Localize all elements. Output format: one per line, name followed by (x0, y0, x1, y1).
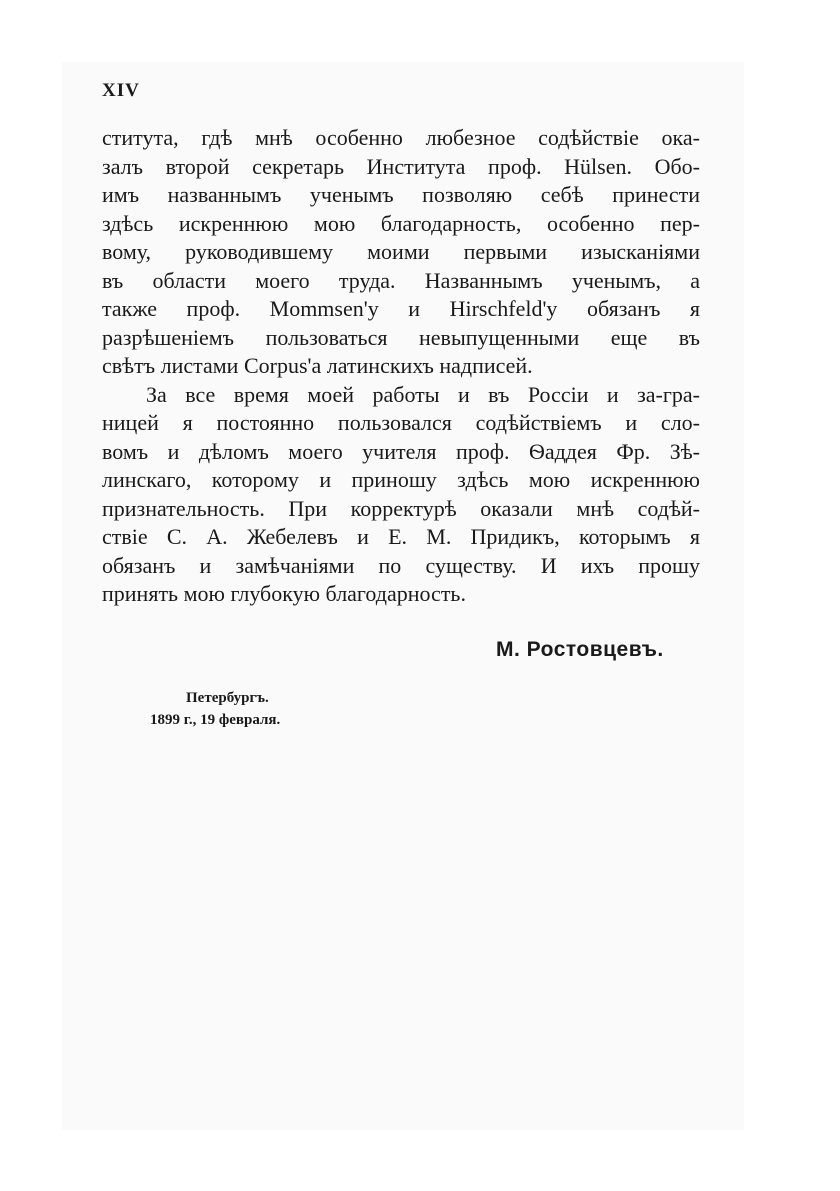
text-line: принять мою глубокую благодарность. (102, 581, 466, 606)
page-number: XIV (102, 80, 140, 101)
text-line: вому, руководившему моими первыми изысканіями (102, 239, 700, 264)
author-signature: М. Ростовцевъ. (496, 638, 664, 661)
text-line: залъ второй секретарь Института проф. Hülsen. Обо- (102, 153, 700, 179)
text-line: ницей я постоянно пользовался содѣйствіемъ и сло- (102, 410, 700, 435)
text-line: обязанъ и замѣчаніями по существу. И ихъ прошу (102, 552, 700, 578)
text-line: признательность. При корректурѣ оказали мнѣ содѣй- (102, 495, 700, 521)
body-text (102, 124, 700, 609)
text-line: также проф. Mommsen'у и Hirschfeld'у обязанъ я (102, 296, 700, 321)
text-line: ствіе С. А. Жебелевъ и Е. М. Придикъ, которымъ я (102, 524, 700, 549)
date: 1899 г., 19 февраля. (150, 712, 281, 728)
place-date (150, 687, 280, 731)
text-line: разрѣшеніемъ пользоваться невыпущенными еще въ (102, 324, 700, 350)
text-line: За все время моей работы и въ Россіи и за-гра- (146, 381, 700, 407)
place: Петербургъ. (186, 690, 269, 706)
text-line: ститута, гдѣ мнѣ особенно любезное содѣйствіе ока- (102, 125, 700, 150)
text-line: здѣсь искреннюю мою благодарность, особенно пер- (102, 210, 700, 236)
text-line: вомъ и дѣломъ моего учителя проф. Ѳаддея Фр. Зѣ- (102, 438, 700, 464)
text-line: въ области моего труда. Названнымъ ученымъ, а (102, 267, 700, 293)
text-line: имъ названнымъ ученымъ позволяю себѣ принести (102, 182, 700, 207)
text-line: линскаго, которому и приношу здѣсь мою искреннюю (102, 467, 700, 492)
text-line: свѣтъ листами Corpus'a латинскихъ надписей. (102, 353, 533, 378)
